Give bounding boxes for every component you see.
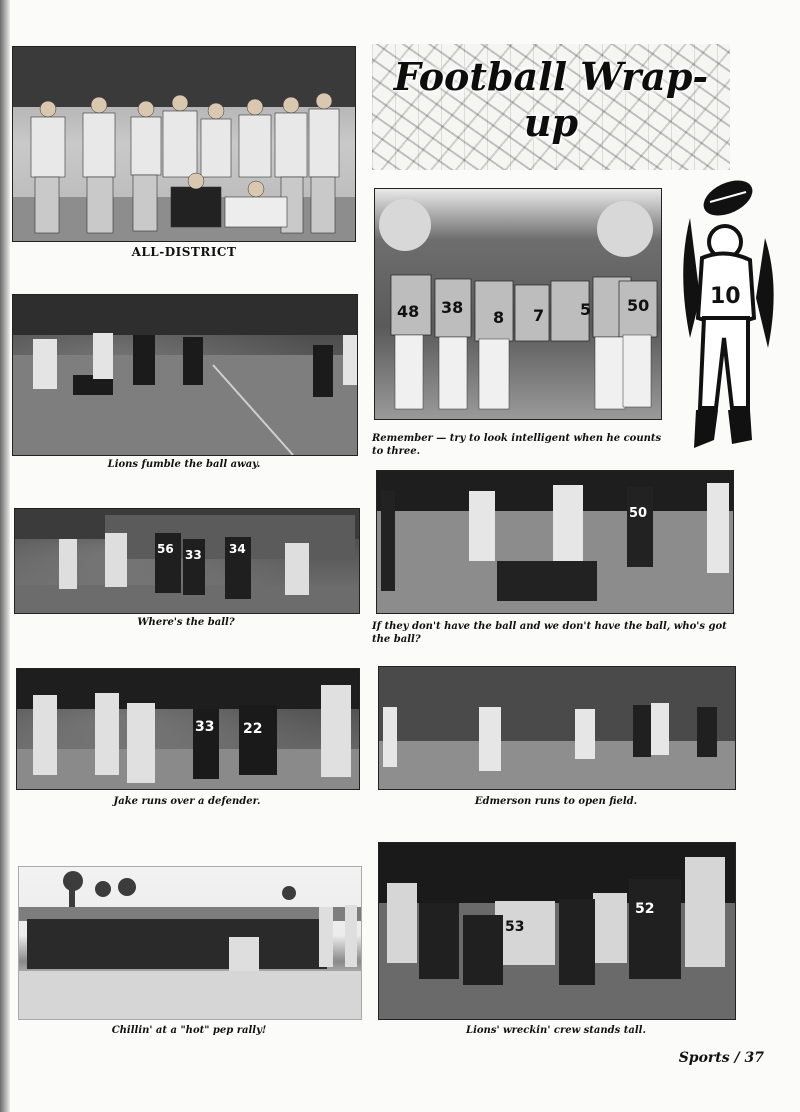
jersey-33-jake: 33 [195,719,215,735]
jersey-8: 8 [493,308,505,327]
caption-wheres-the-ball: Where's the ball? [137,617,235,628]
caption-remember: Remember — try to look intelligent when he counts to three. [372,433,662,457]
jersey-52: 52 [635,901,655,917]
caption-jake-runs: Jake runs over a defender. [113,796,261,807]
page-title: Football Wrap-up [393,54,709,145]
jersey-48: 48 [397,302,420,321]
football-player-clipart-icon [670,178,780,453]
jersey-38: 38 [441,298,464,317]
jersey-53: 53 [505,919,525,935]
photo-fumble [12,294,358,456]
jersey-50-field: 50 [629,506,648,521]
jersey-7: 7 [533,306,545,325]
jersey-34: 34 [229,542,246,556]
caption-fumble: Lions fumble the ball away. [107,459,261,470]
jersey-33: 33 [185,548,202,562]
jersey-50: 50 [627,296,650,315]
photo-pep-rally [18,866,362,1020]
caption-wreckin-crew: Lions' wreckin' crew stands tall. [466,1025,646,1036]
clipart-jersey-number: 10 [710,284,741,309]
all-district-caption: ALL-DISTRICT [131,245,237,259]
caption-edmerson: Edmerson runs to open field. [474,796,638,807]
jersey-5: 5 [580,300,592,319]
title-banner [372,44,730,170]
photo-team-remember [374,188,662,420]
photo-jake-runs [16,668,360,790]
photo-edmerson-runs [378,666,736,790]
photo-wreckin-crew [378,842,736,1020]
photo-wheres-the-ball [14,508,360,614]
all-district-photo [12,46,356,242]
photo-whos-got-the-ball [376,470,734,614]
jersey-22: 22 [243,721,263,737]
caption-pep-rally: Chillin' at a "hot" pep rally! [111,1025,267,1036]
page-binding-shadow [0,0,10,1112]
page-footer: Sports / 37 [678,1050,764,1066]
jersey-56: 56 [157,542,174,556]
caption-whos-got-the-ball: If they don't have the ball and we don't have the ball, who's got the ball? [372,621,727,645]
